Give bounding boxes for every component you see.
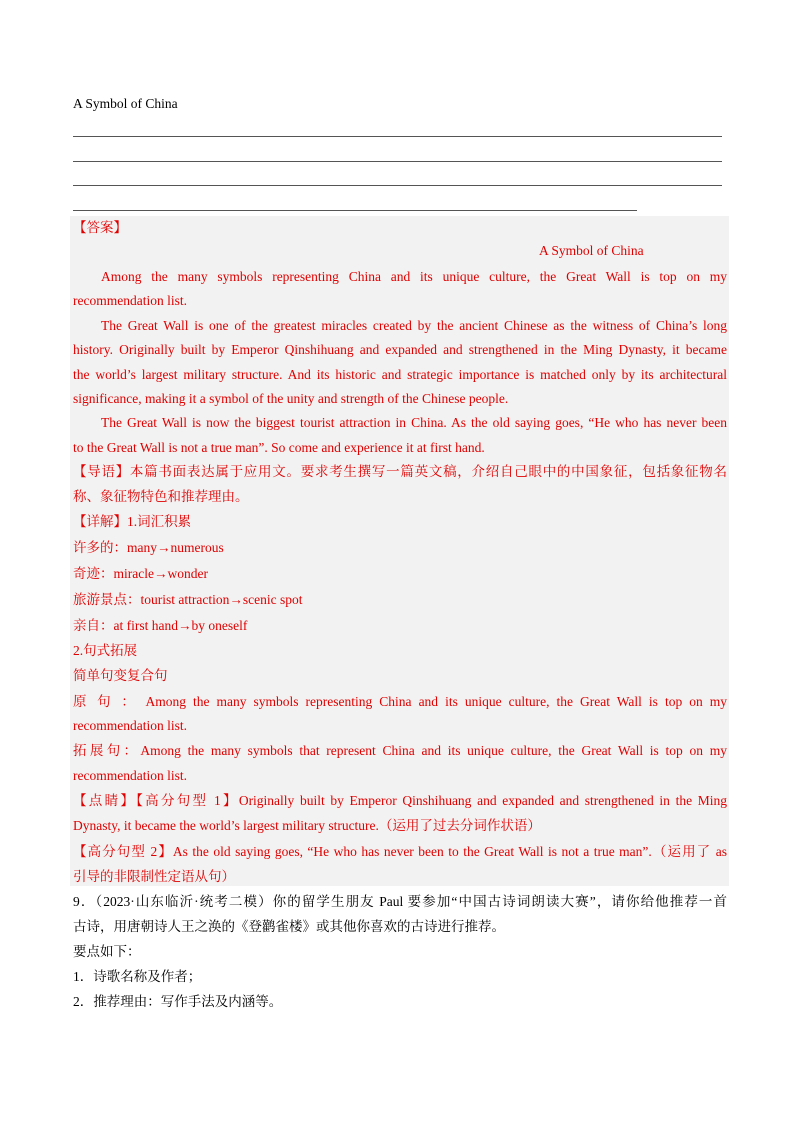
- highlight-2-line-1: 【高分句型 2】As the old saying goes, “He who has never been to the Great Wall is not a true man”.（运用了 as: [73, 844, 727, 859]
- highlight-1-line-1: 【点睛】【高分句型 1】Originally built by Emperor Qinshihuang and expanded and strengthened in the Ming: [73, 793, 727, 808]
- answer-block: [70, 216, 729, 886]
- essay-paragraph-1-line-2: recommendation list.: [73, 293, 187, 308]
- writing-line-3: [73, 185, 722, 186]
- essay-paragraph-2-line-4: significance, making it a symbol of the unity and strength of the Chinese people.: [73, 391, 509, 406]
- original-sentence-line-1: 原 句 ： Among the many symbols representing China and its unique culture, the Great Wall is top on my: [73, 694, 727, 709]
- essay-paragraph-1-line-1: Among the many symbols representing China and its unique culture, the Great Wall is top on my: [101, 269, 727, 284]
- highlight-2-line-2: 引导的非限制性定语从句）: [73, 869, 235, 884]
- question-9-line-3: 要点如下：: [73, 944, 141, 959]
- essay-paragraph-2-line-3: the world’s largest military structure. And its historic and strategic importance is matched only by its architectural: [73, 367, 727, 382]
- original-sentence-line-2: recommendation list.: [73, 718, 187, 733]
- essay-paragraph-2-line-1: The Great Wall is one of the greatest miracles created by the ancient Chinese as the witness of China’s long: [101, 318, 727, 333]
- answer-essay-title: A Symbol of China: [539, 243, 644, 258]
- question-9-line-2: 古诗，用唐朝诗人王之涣的《登鹳雀楼》或其他你喜欢的古诗进行推荐。: [73, 919, 505, 934]
- writing-task-title: A Symbol of China: [73, 96, 178, 111]
- vocab-item-1: 许多的：many→numerous: [73, 540, 224, 555]
- vocab-item-4: 亲自：at first hand→by oneself: [73, 618, 248, 633]
- highlight-1-line-2: Dynasty, it became the world’s largest military structure.（运用了过去分词作状语）: [73, 818, 541, 833]
- guide-line-2: 称、象征物特色和推荐理由。: [73, 489, 249, 504]
- question-9-point-2: 2．推荐理由：写作手法及内涵等。: [73, 994, 283, 1009]
- extended-sentence-line-2: recommendation list.: [73, 768, 187, 783]
- vocab-item-3: 旅游景点：tourist attraction→scenic spot: [73, 592, 303, 607]
- writing-line-2: [73, 161, 722, 162]
- essay-paragraph-3-line-2: to the Great Wall is not a true man”. So come and experience it at first hand.: [73, 440, 485, 455]
- sentence-heading: 2.句式拓展: [73, 643, 138, 658]
- writing-line-1: [73, 136, 722, 137]
- guide-line-1: 【导语】本篇书面表达属于应用文。要求考生撰写一篇英文稿，介绍自己眼中的中国象征，包括象征物名: [73, 464, 727, 479]
- essay-paragraph-2-line-2: history. Originally built by Emperor Qinshihuang and expanded and strengthened in the Ming Dynasty, it became: [73, 342, 727, 357]
- answer-tag: 【答案】: [73, 220, 127, 235]
- extended-sentence-line-1: 拓展句：Among the many symbols that represent China and its unique culture, the Great Wall is top on my: [73, 743, 727, 758]
- question-9-point-1: 1．诗歌名称及作者；: [73, 969, 202, 984]
- writing-line-4: [73, 210, 637, 211]
- essay-paragraph-3-line-1: The Great Wall is now the biggest tourist attraction in China. As the old saying goes, “He who has never been: [101, 415, 727, 430]
- sentence-subheading: 简单句变复合句: [73, 668, 168, 683]
- question-9-line-1: 9．（2023·山东临沂·统考二模）你的留学生朋友 Paul 要参加“中国古诗词朗读大赛”，请你给他推荐一首: [73, 894, 727, 909]
- detail-heading: 【详解】1.词汇积累: [73, 514, 192, 529]
- vocab-item-2: 奇迹：miracle→wonder: [73, 566, 208, 581]
